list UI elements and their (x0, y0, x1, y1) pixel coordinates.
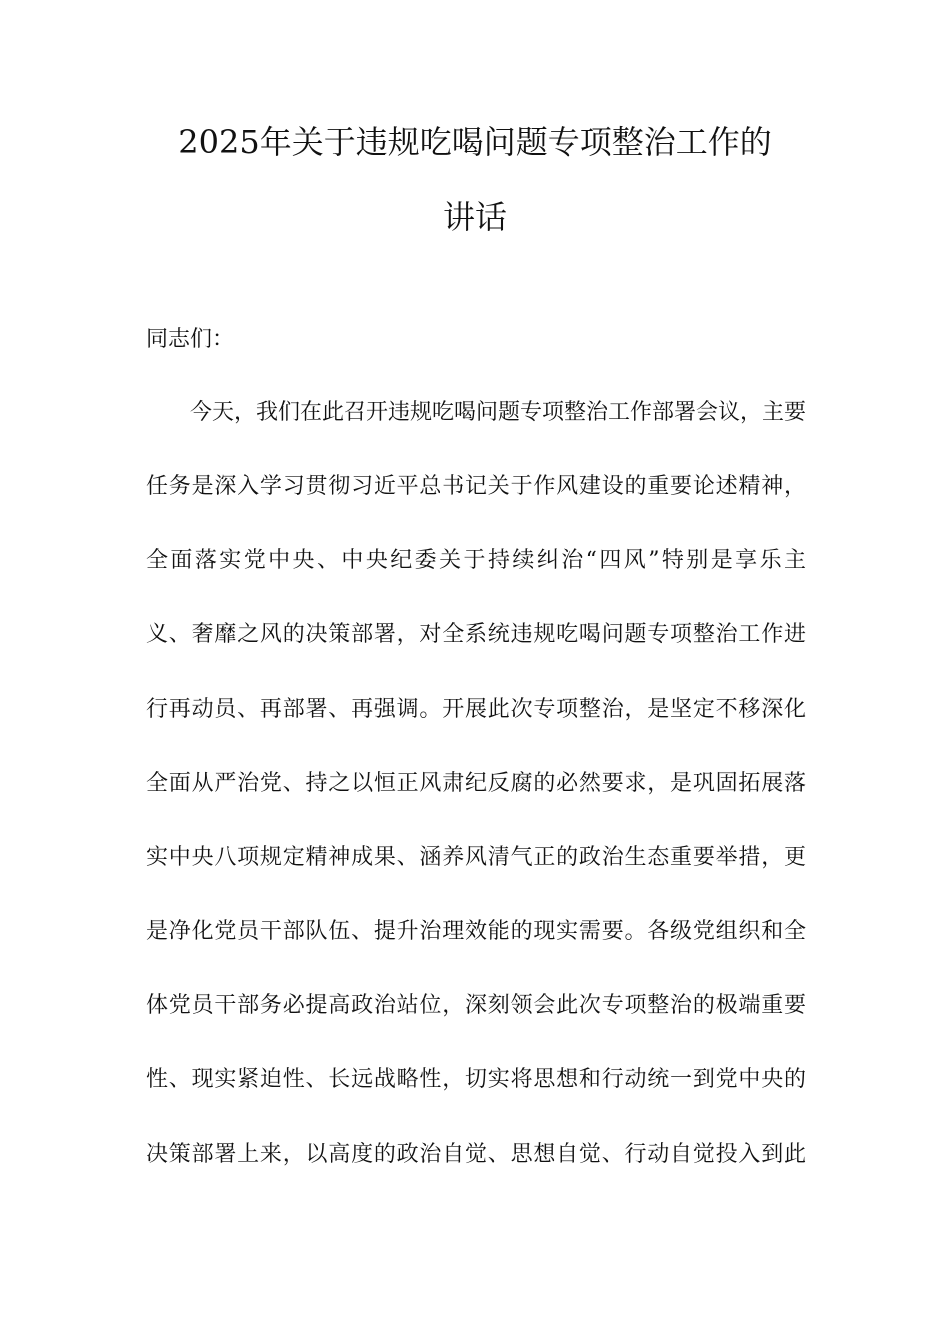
body-line: 性、现实紧迫性、长远战略性，切实将思想和行动统一到党中央的 (146, 1067, 806, 1092)
body-line: 行再动员、再部署、再强调。开展此次专项整治，是坚定不移深化 (146, 697, 806, 722)
body-line: 今天，我们在此召开违规吃喝问题专项整治工作部署会议，主要 (146, 400, 807, 425)
body-line: 实中央八项规定精神成果、涵养风清气正的政治生态重要举措，更 (146, 845, 806, 870)
document-title-line-2: 讲话 (442, 198, 507, 236)
body-line: 是净化党员干部队伍、提升治理效能的现实需要。各级党组织和全 (146, 919, 806, 944)
body-line: 决策部署上来，以高度的政治自觉、思想自觉、行动自觉投入到此 (146, 1142, 806, 1167)
document-title-line-1: 2025年关于违规吃喝问题专项整治工作的 (178, 123, 772, 161)
body-line: 任务是深入学习贯彻习近平总书记关于作风建设的重要论述精神， (146, 474, 806, 499)
salutation: 同志们： (146, 327, 235, 352)
body-line: 全面从严治党、持之以恒正风肃纪反腐的必然要求，是巩固拓展落 (146, 771, 806, 796)
body-line: 体党员干部务必提高政治站位，深刻领会此次专项整治的极端重要 (146, 993, 806, 1018)
body-line: 全面落实党中央、中央纪委关于持续纠治“四风”特别是享乐主 (146, 548, 806, 573)
body-line: 义、奢靡之风的决策部署，对全系统违规吃喝问题专项整治工作进 (146, 622, 806, 647)
